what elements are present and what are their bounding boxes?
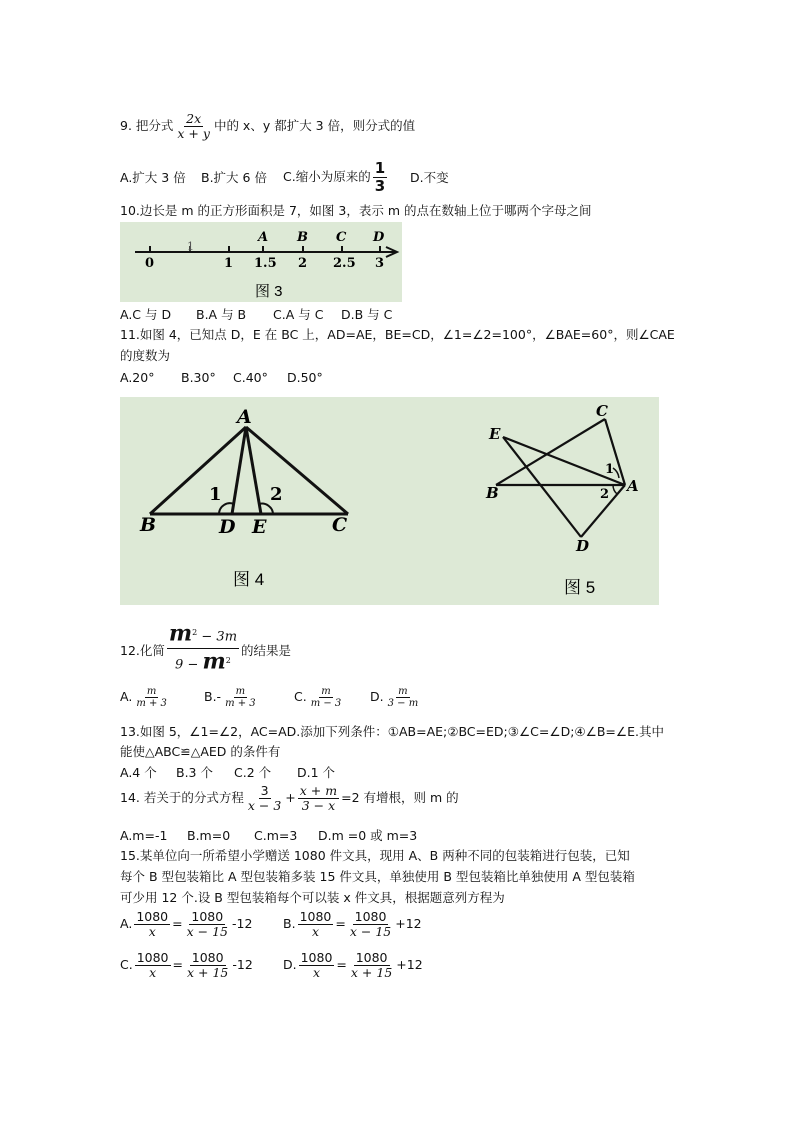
q15-stem-line3: 可少用 12 个.设 B 型包装箱每个可以装 x 件文具，根据题意列方程为: [120, 890, 505, 905]
q12-option-a-num: m: [146, 686, 157, 697]
q12-option-b-num: m: [235, 686, 246, 697]
q12-option-d-label: D.: [370, 689, 384, 704]
q15-option-c: [120, 951, 253, 980]
q10-option-a: A.C 与 D: [120, 307, 172, 322]
segment-ab: [150, 427, 246, 514]
q15-option-b-label: B.: [283, 916, 296, 931]
figures-svg: [120, 397, 659, 605]
q10-option-d: D.B 与 C: [341, 307, 393, 322]
q15-option-c-tail: -12: [232, 957, 253, 972]
q12-option-b-label: B.-: [204, 689, 222, 704]
q14-option-a: A.m=-1: [120, 828, 168, 843]
q15-option-a-right-num: 1080: [191, 909, 224, 924]
figure-5: [496, 419, 625, 537]
q14-plus: +: [285, 790, 296, 805]
q15-option-d-left-den: x: [312, 965, 321, 980]
q12-option-d: [370, 686, 422, 709]
q15-option-c-left-den: x: [149, 965, 157, 980]
q12-stem: [120, 622, 291, 678]
q12-option-c-den: m − 3: [310, 698, 342, 709]
fig5-label-b: B: [486, 484, 499, 502]
q14-option-b: B.m=0: [187, 828, 231, 843]
fig5-label-e: E: [489, 425, 501, 443]
q15-stem-line1: 15.某单位向一所希望小学赠送 1080 件文具，现用 A、B 两种不同的包装箱进行包装，已知: [120, 848, 630, 863]
q13-option-d: D.1 个: [297, 765, 336, 780]
q9-frac-den: x + y: [177, 126, 210, 141]
q12-option-a-label: A.: [120, 689, 133, 704]
q15-option-d-right-den: x + 15: [350, 965, 393, 980]
q12-den-base: m: [202, 648, 226, 675]
q15-option-d-right: [349, 951, 394, 980]
q11-stem-line1: 11.如图 4，已知点 D，E 在 BC 上，AD=AE，BE=CD，∠1=∠2=100°，∠BAE=60°，则∠CAE: [120, 327, 675, 342]
q14-prefix: 14. 若关于的分式方程: [120, 790, 244, 805]
q15-option-c-right: [185, 951, 230, 980]
tick-label-1-5: 1.5: [254, 256, 277, 271]
q10-option-c: C.A 与 C: [273, 307, 324, 322]
number-line-svg: [120, 222, 402, 302]
q9-fraction: [175, 112, 212, 141]
point-label-c: C: [336, 230, 347, 245]
q12-frac-num: [167, 622, 239, 649]
angle-2-arc-5: [613, 485, 617, 494]
q15-option-d-tail: +12: [396, 957, 423, 972]
q12-fraction: [167, 622, 239, 678]
q12-num-sup: 2: [192, 628, 198, 637]
point-label-d: D: [373, 230, 385, 245]
q13-option-c: C.2 个: [234, 765, 272, 780]
q9-stem: [120, 112, 415, 141]
q9-option-c-num: 1: [374, 159, 386, 177]
q12-frac-den: [173, 649, 233, 677]
q11-option-b: B.30°: [181, 370, 216, 385]
q14-f2-num: x + m: [299, 783, 338, 798]
q15-option-d-left-num: 1080: [300, 950, 333, 965]
fig4-label-e: E: [252, 516, 267, 538]
q15-option-b-eq: =: [335, 916, 346, 931]
q15-option-d-left: [299, 951, 335, 980]
q15-option-c-right-den: x + 15: [187, 965, 229, 980]
q9-option-b: B.扩大 6 倍: [201, 170, 267, 185]
q15-option-d-label: D.: [283, 957, 297, 972]
q10-stem: 10.边长是 m 的正方形面积是 7，如图 3，表示 m 的点在数轴上位于哪两个字母之间: [120, 203, 592, 218]
q15-option-a-tail: -12: [232, 916, 253, 931]
figure-3-caption: 图 3: [255, 283, 283, 300]
fig4-label-a: A: [237, 406, 252, 428]
fig4-label-b: B: [140, 514, 157, 536]
q15-option-a: [120, 910, 252, 939]
figure-5-caption: 图 5: [564, 578, 596, 597]
q12-option-d-den: 3 − m: [387, 698, 419, 709]
figure-4-caption: 图 4: [233, 570, 265, 589]
q12-option-b-den: m + 3: [225, 698, 256, 709]
q15-option-b: [283, 910, 422, 939]
q12-num-base: m: [168, 620, 193, 647]
q12-num-rest: − 3m: [201, 629, 238, 645]
q15-option-b-left: [298, 910, 334, 939]
q9-option-c-prefix: C.缩小为原来的: [283, 169, 371, 184]
q9-option-a: A.扩大 3 倍: [120, 170, 186, 185]
q9-suffix: 中的 x、y 都扩大 3 倍，则分式的值: [213, 118, 416, 133]
q14-suffix: =2 有增根，则 m 的: [341, 790, 459, 805]
tick-label-2: 2: [298, 256, 308, 271]
figure-4: [150, 427, 348, 514]
q9-option-c-fraction: [373, 160, 387, 195]
q15-option-a-right: [185, 910, 230, 939]
q14-f1-den: x − 3: [247, 798, 282, 813]
q12-option-c-fraction: [309, 686, 344, 709]
q15-option-c-left: [135, 951, 171, 980]
faint-mark: 1: [187, 240, 194, 253]
q9-option-c: [283, 160, 389, 195]
point-label-b: B: [297, 230, 308, 245]
segment-bc5: [496, 419, 605, 485]
q15-option-b-tail: +12: [395, 916, 422, 931]
fig5-label-c: C: [596, 402, 608, 420]
q12-suffix: 的结果是: [241, 642, 292, 658]
q10-option-b: B.A 与 B: [196, 307, 247, 322]
q15-option-b-right: [348, 910, 393, 939]
q11-stem-line2: 的度数为: [120, 348, 171, 363]
q15-stem-line2: 每个 B 型包装箱比 A 型包装箱多装 15 件文具，单独使用 B 型包装箱比单独使用 A 型包装箱: [120, 869, 635, 884]
q15-option-c-right-num: 1080: [191, 950, 224, 965]
q15-option-a-left-den: x: [148, 924, 156, 939]
q14-f2-den: 3 − x: [301, 798, 336, 813]
q15-option-c-left-num: 1080: [136, 950, 169, 965]
q9-option-c-den: 3: [374, 177, 386, 195]
q9-prefix: 9. 把分式: [120, 118, 174, 133]
q15-option-b-right-den: x − 15: [349, 924, 392, 939]
q12-option-c: [294, 686, 345, 709]
fig4-label-c: C: [332, 514, 348, 536]
q12-option-b-fraction: [223, 686, 258, 709]
figures-4-5-panel: [120, 397, 659, 605]
tick-label-0: 0: [145, 256, 155, 271]
q15-option-d-eq: =: [336, 957, 347, 972]
q9-frac-num: 2x: [186, 111, 202, 126]
q12-option-d-num: m: [398, 686, 408, 697]
q14-fraction-2: [298, 784, 339, 813]
q15-option-b-left-den: x: [311, 924, 319, 939]
q15-option-b-right-num: 1080: [354, 909, 387, 924]
q14-stem: [120, 784, 459, 813]
figure-3: [120, 222, 402, 302]
q15-option-d-right-num: 1080: [355, 950, 388, 965]
q14-option-d: D.m =0 或 m=3: [318, 828, 418, 843]
fig4-label-1: 1: [209, 484, 222, 505]
q15-option-a-left-num: 1080: [136, 909, 169, 924]
q15-option-b-left-num: 1080: [299, 909, 332, 924]
fig5-label-1: 1: [605, 462, 615, 477]
q11-option-a: A.20°: [120, 370, 155, 385]
q15-option-a-eq: =: [172, 916, 183, 931]
segment-ae: [246, 427, 261, 514]
q14-option-c: C.m=3: [254, 828, 298, 843]
fig5-label-d: D: [576, 537, 590, 555]
q13-option-a: A.4 个: [120, 765, 157, 780]
q13-stem-line1: 13.如图 5，∠1=∠2，AC=AD.添加下列条件：①AB=AE;②BC=ED;③∠C=∠D;④∠B=∠E.其中: [120, 724, 664, 739]
q11-option-d: D.50°: [287, 370, 323, 385]
q15-option-c-label: C.: [120, 957, 133, 972]
q12-option-d-fraction: [386, 686, 421, 709]
fig4-label-d: D: [219, 516, 236, 538]
point-label-a: A: [258, 230, 269, 245]
q14-f1-num: 3: [260, 783, 269, 798]
q12-den-lead: 9 −: [175, 657, 199, 673]
fig5-label-2: 2: [600, 487, 610, 502]
q11-option-c: C.40°: [233, 370, 268, 385]
q15-option-d: [283, 951, 423, 980]
fig5-label-a: A: [627, 477, 639, 495]
q15-option-a-label: A.: [120, 916, 133, 931]
q12-den-sup: 2: [225, 656, 231, 666]
q12-option-a-den: m + 3: [136, 698, 167, 709]
q13-option-b: B.3 个: [176, 765, 213, 780]
q15-option-a-right-den: x − 15: [186, 924, 228, 939]
fig4-label-2: 2: [270, 484, 283, 505]
tick-label-1: 1: [224, 256, 234, 271]
q15-option-a-left: [134, 910, 170, 939]
q15-option-c-eq: =: [172, 957, 183, 972]
tick-label-2-5: 2.5: [333, 256, 356, 271]
segment-ac: [246, 427, 348, 514]
q12-option-b: [204, 686, 260, 709]
q12-option-a-fraction: [134, 686, 169, 709]
q14-fraction-1: [246, 784, 283, 813]
q12-option-a: [120, 686, 171, 709]
q12-option-c-label: C.: [294, 689, 307, 704]
q12-prefix: 12.化简: [120, 642, 165, 658]
q9-option-d: D.不变: [410, 170, 449, 185]
q13-stem-line2: 能使△ABC≌△AED 的条件有: [120, 744, 281, 759]
tick-label-3: 3: [375, 256, 385, 271]
q12-option-c-num: m: [321, 686, 331, 697]
segment-ad: [232, 427, 246, 514]
